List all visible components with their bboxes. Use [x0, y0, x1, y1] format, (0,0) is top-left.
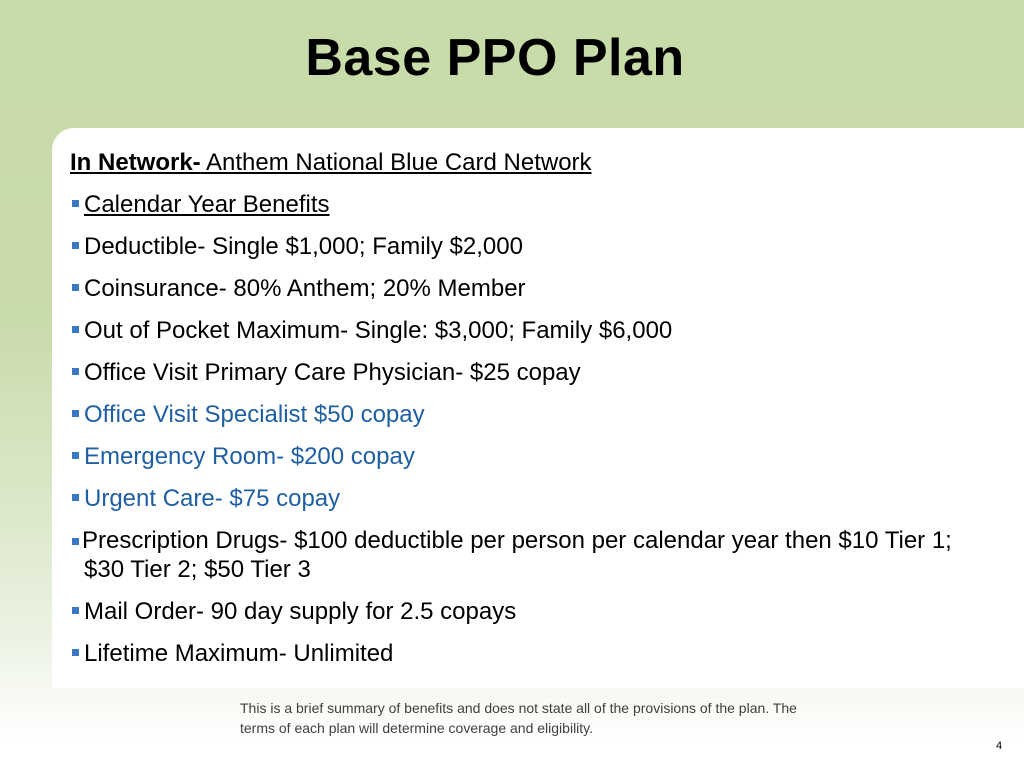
network-heading-lead: In Network- — [70, 149, 201, 176]
bullet-lifetime-maximum — [70, 639, 990, 668]
square-bullet-icon — [72, 242, 79, 249]
bullet-coinsurance — [70, 274, 990, 303]
slide-title: Base PPO Plan — [305, 29, 685, 87]
bullet-prescription-drugs — [70, 526, 990, 584]
square-bullet-icon — [72, 649, 79, 656]
square-bullet-icon — [72, 200, 79, 207]
square-bullet-icon — [72, 452, 79, 459]
square-bullet-icon — [72, 284, 79, 291]
square-bullet-icon — [72, 494, 79, 501]
square-bullet-icon — [72, 410, 79, 417]
square-bullet-icon — [72, 368, 79, 375]
network-heading-name: Anthem National Blue Card Network — [200, 149, 592, 176]
bullet-office-visit-pcp — [70, 358, 990, 387]
bullet-deductible — [70, 232, 990, 261]
bullet-list — [70, 148, 990, 681]
bullet-calendar-year-benefits — [70, 190, 990, 219]
square-bullet-icon — [72, 607, 79, 614]
bullet-urgent-care — [70, 484, 990, 513]
bullet-office-visit-specialist — [70, 400, 990, 429]
bullet-text: Office Visit Specialist $50 copay — [84, 401, 425, 428]
bullet-text: Deductible- Single $1,000; Family $2,000 — [84, 233, 523, 260]
bullet-text: Emergency Room- $200 copay — [84, 443, 415, 470]
bullet-text: Prescription Drugs- $100 deductible per person per calendar year then $10 Tier 1; $30 Tier 2; $50 Tier 3 — [82, 527, 952, 583]
bullet-mail-order — [70, 597, 990, 626]
bullet-text: Coinsurance- 80% Anthem; 20% Member — [84, 275, 526, 302]
disclaimer-note: This is a brief summary of benefits and does not state all of the provisions of the plan. The terms of each plan will determine coverage and eligibility. — [240, 700, 797, 736]
square-bullet-icon — [72, 538, 79, 545]
bullet-out-of-pocket — [70, 316, 990, 345]
bullet-text: Mail Order- 90 day supply for 2.5 copays — [84, 598, 517, 625]
bullet-text: Lifetime Maximum- Unlimited — [84, 640, 394, 667]
square-bullet-icon — [72, 326, 79, 333]
bullet-text: Calendar Year Benefits — [84, 191, 330, 218]
network-heading — [70, 148, 990, 177]
bullet-emergency-room — [70, 442, 990, 471]
bullet-text: Out of Pocket Maximum- Single: $3,000; Family $6,000 — [84, 317, 673, 344]
bullet-text: Office Visit Primary Care Physician- $25 copay — [84, 359, 581, 386]
bullet-text: Urgent Care- $75 copay — [84, 485, 341, 512]
page-number: 4 — [996, 740, 1003, 752]
